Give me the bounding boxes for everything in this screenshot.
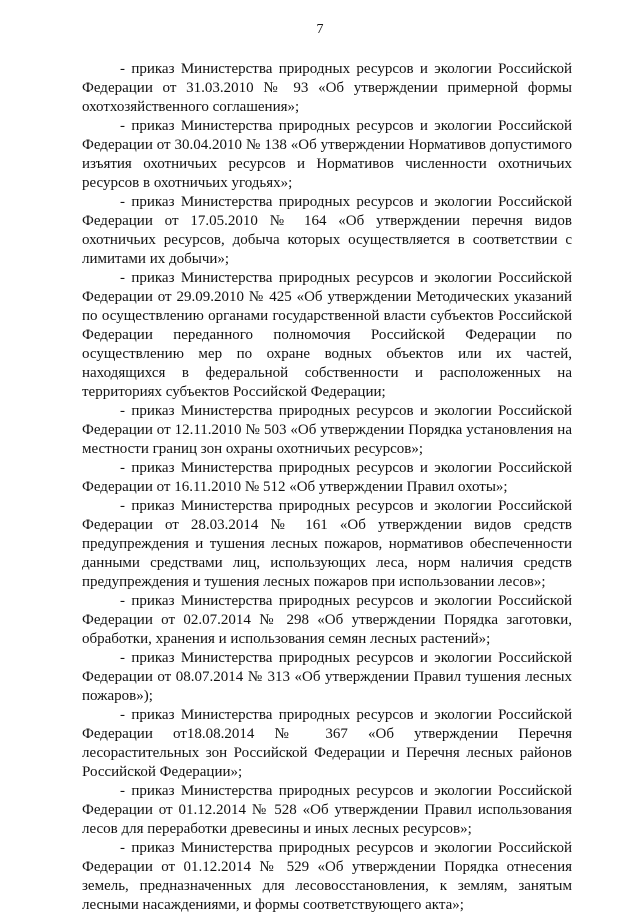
- list-item: - приказ Министерства природных ресурсов и экологии Российской Федерации от 01.12.2014 № 529 «Об утверждении Порядка отнесения земель, предназначенных для лесовосстановления, к землям, занятым лесными насаждениями, и формы соответствующего акта»;: [82, 840, 572, 913]
- list-item: - приказ Министерства природных ресурсов и экологии Российской Федерации от 30.04.2010 № 138 «Об утверждении Нормативов допустимого изъятия охотничьих ресурсов и Нормативов численности охотничьих ресурсов в охотничьих угодьях»;: [82, 118, 572, 191]
- list-item: - приказ Министерства природных ресурсов и экологии Российской Федерации от 17.05.2010 № 164 «Об утверждении перечня видов охотничьих ресурсов, добыча которых осуществляется в соответствии с лимитами их добычи»;: [82, 194, 572, 267]
- list-item: - приказ Министерства природных ресурсов и экологии Российской Федерации от 02.07.2014 № 298 «Об утверждении Порядка заготовки, обработки, хранения и использования семян лесных растений»;: [82, 593, 572, 647]
- list-item: - приказ Министерства природных ресурсов и экологии Российской Федерации от18.08.2014 № 367 «Об утверждении Перечня лесорастительных зон Российской Федерации и Перечня лесных районов Российской Федерации»;: [82, 707, 572, 780]
- list-item: - приказ Министерства природных ресурсов и экологии Российской Федерации от 29.09.2010 № 425 «Об утверждении Методических указаний по осуществлению органами государственной власти субъектов Российской Федерации переданного полномочия Российской Федерации по осуществлению мер по охране водных объектов или их частей, находящихся в федеральной собственности и расположенных на территориях субъектов Российской Федерации;: [82, 270, 572, 400]
- page-number: 7: [316, 22, 324, 37]
- list-item: - приказ Министерства природных ресурсов и экологии Российской Федерации от 12.11.2010 № 503 «Об утверждении Порядка установления на местности границ зон охраны охотничьих ресурсов»;: [82, 403, 572, 457]
- list-item: - приказ Министерства природных ресурсов и экологии Российской Федерации от 08.07.2014 № 313 «Об утверждении Правил тушения лесных пожаров»);: [82, 650, 572, 704]
- list-item: - приказ Министерства природных ресурсов и экологии Российской Федерации от 31.03.2010 № 93 «Об утверждении примерной формы охотхозяйственного соглашения»;: [82, 61, 572, 115]
- list-item: - приказ Министерства природных ресурсов и экологии Российской Федерации от 01.12.2014 № 528 «Об утверждении Правил использования лесов для переработки древесины и иных лесных ресурсов»;: [82, 783, 572, 837]
- document-body: [82, 60, 572, 915]
- list-item: - приказ Министерства природных ресурсов и экологии Российской Федерации от 16.11.2010 № 512 «Об утверждении Правил охоты»;: [82, 460, 572, 495]
- list-item: - приказ Министерства природных ресурсов и экологии Российской Федерации от 28.03.2014 № 161 «Об утверждении видов средств предупреждения и тушения лесных пожаров, нормативов обеспеченности данными средствами лиц, использующих леса, норм наличия средств предупреждения и тушения лесных пожаров при использовании лесов»;: [82, 498, 572, 590]
